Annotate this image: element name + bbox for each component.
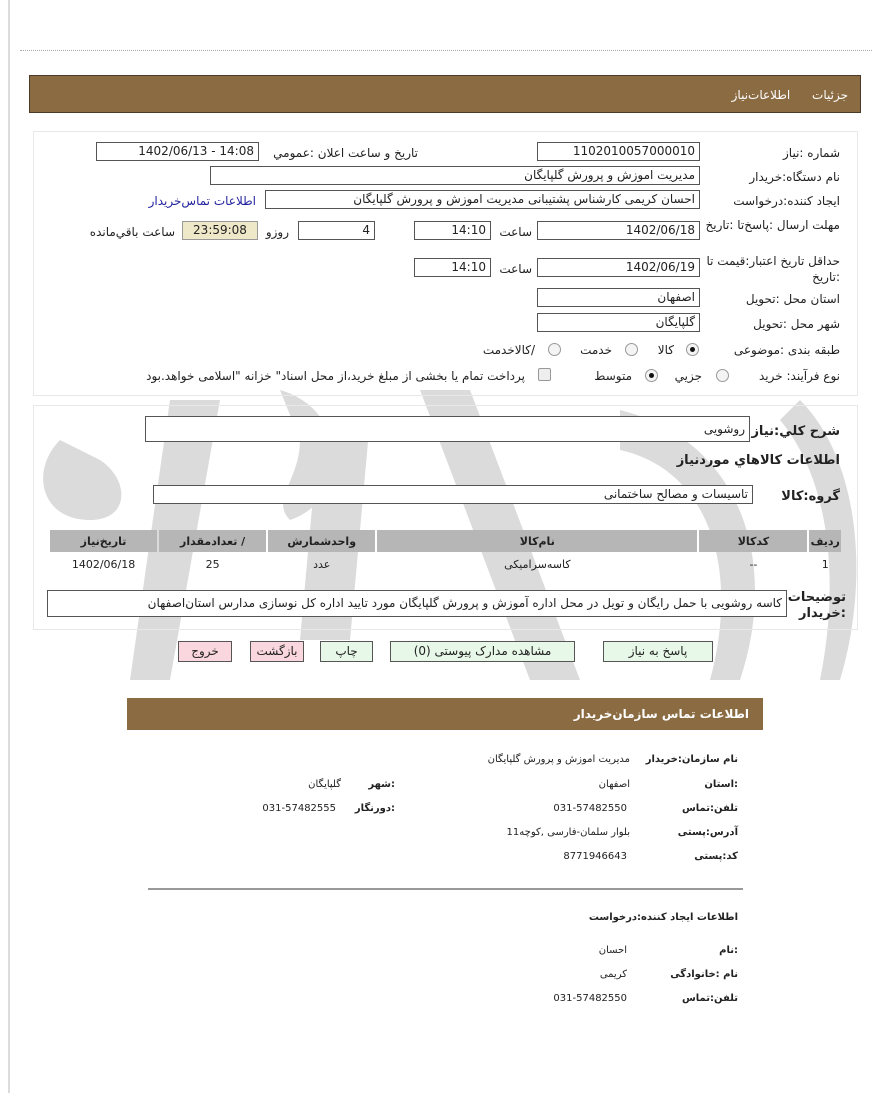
price-validity-time-field[interactable]: 14:10 (414, 258, 491, 277)
cell-quantity: 25 (205, 557, 220, 571)
price-validity-date-field[interactable]: 1402/06/19 (537, 258, 700, 277)
goods-table (48, 528, 843, 576)
reply-button[interactable]: پاسخ به نیاز (603, 641, 713, 662)
summary-label: شرح کلي:نیاز (751, 424, 840, 439)
col-row: ردیف (809, 530, 841, 552)
city-field[interactable]: گلپایگان (537, 313, 700, 332)
category-goods-service-radio[interactable] (548, 343, 561, 356)
reply-deadline-time-field[interactable]: 14:10 (414, 221, 491, 240)
reply-time-label: ساعت (499, 225, 532, 239)
buyer-phone-value: 031-57482550 (553, 803, 627, 814)
goods-group-field[interactable]: تاسیسات و مصالح ساختمانی (153, 485, 753, 504)
creator-phone-value: 031-57482550 (553, 993, 627, 1004)
cell-date: 1402/06/18 (71, 557, 136, 571)
buyer-city-label: :شهر (368, 779, 395, 790)
table-row (50, 554, 841, 574)
creator-label: ایجاد کننده:درخواست (733, 194, 840, 208)
announce-date-label: تاریخ و ساعت اعلان :عمومي (273, 146, 418, 160)
treasury-payment-label: پرداخت تمام یا بخشی از مبلغ خرید،از محل اسناد" خزانه "اسلامی خواهد.بود (146, 369, 525, 383)
category-goods-label: کالا (657, 343, 674, 357)
col-code: کدکالا (699, 530, 807, 552)
buyer-postal-label: کد:پستی (694, 851, 738, 862)
buyer-org-name-value: مدیریت اموزش و پرورش گلپایگان (487, 754, 630, 765)
process-minor-label: جزیي (674, 369, 702, 383)
exit-button[interactable]: خروج (178, 641, 232, 662)
buyer-notes-label: توضیحات :خریدار (787, 590, 846, 621)
back-button[interactable]: بازگشت (250, 641, 304, 662)
creator-last-name-value: کریمی (599, 969, 627, 980)
reply-deadline-label: مهلت ارسال :پاسخ‌تا :تاریخ (705, 218, 840, 232)
reply-deadline-date-field[interactable]: 1402/06/18 (537, 221, 700, 240)
buyer-org-field[interactable]: مدیریت اموزش و پرورش گلپایگان (210, 166, 700, 185)
cell-row: 1 (821, 557, 829, 571)
cell-code: -- (749, 557, 758, 571)
province-label: استان محل :تحویل (745, 292, 840, 306)
announce-date-field[interactable]: 1402/06/13 - 14:08 (96, 142, 259, 161)
province-field[interactable]: اصفهان (537, 288, 700, 307)
tab-details[interactable]: جزئیات (812, 88, 848, 102)
buyer-phone-label: تلفن:تماس (681, 803, 738, 814)
buyer-org-name-label: نام سازمان:خریدار (645, 754, 738, 765)
goods-info-title: اطلاعات کالاهاي موردنیاز (676, 453, 840, 468)
remaining-time-field: 23:59:08 (182, 221, 258, 240)
cell-name: کاسه‌سرامیکی (504, 557, 571, 571)
buyer-address-label: آدرس:پستی (677, 827, 738, 838)
treasury-payment-checkbox[interactable] (538, 368, 551, 381)
creator-last-name-label: نام :خانوادگی (670, 969, 738, 980)
buyer-address-value: بلوار سلمان-فارسی ,کوچه11 (506, 827, 630, 838)
category-service-radio[interactable] (625, 343, 638, 356)
tab-need-info[interactable]: اطلاعات‌نیاز (731, 88, 791, 102)
buyer-city-value: گلپایگان (308, 779, 341, 790)
category-label: طبقه بندی :موضوعی (733, 343, 840, 357)
category-goods-radio[interactable] (686, 343, 699, 356)
top-divider (20, 50, 872, 51)
buyer-contact-link[interactable]: اطلاعات تماس‌خریدار (148, 194, 256, 208)
remaining-time-label: ساعت باقي‌مانده (89, 225, 175, 239)
creator-first-name-label: :نام (719, 945, 738, 956)
category-service-label: خدمت (580, 343, 612, 357)
col-name: نام‌کالا (377, 530, 697, 552)
buyer-postal-value: 8771946643 (563, 851, 627, 862)
section-divider (148, 888, 743, 890)
price-time-label: ساعت (499, 262, 532, 276)
category-goods-service-label: /کالاخدمت (482, 343, 535, 357)
cell-unit: عدد (313, 557, 331, 571)
need-number-label: شماره :نیاز (783, 146, 840, 160)
buyer-notes-field[interactable]: کاسه روشویی با حمل رایگان و تویل در محل اداره آموزش و پرورش گلپایگان مورد تایید اداره کل نوسازی مدارس استان‌اصفهان (47, 590, 787, 617)
process-medium-label: متوسط (594, 369, 632, 383)
col-quantity: / تعدادمقدار (159, 530, 266, 552)
creator-info-title: اطلاعات ایجاد کننده:درخواست (588, 912, 738, 923)
city-label: شهر محل :تحویل (753, 317, 840, 331)
buyer-org-label: نام دستگاه:خریدار (749, 170, 840, 184)
page-header-tabs (29, 75, 861, 113)
creator-first-name-value: احسان (598, 945, 627, 956)
process-minor-radio[interactable] (716, 369, 729, 382)
buyer-fax-value: 031-57482555 (262, 803, 336, 814)
remaining-days-field[interactable]: 4 (298, 221, 375, 240)
days-label: روزو (265, 225, 289, 239)
col-date: تاریخ‌نیاز (50, 530, 157, 552)
goods-table-header (50, 530, 841, 552)
need-number-field[interactable]: 1102010057000010 (537, 142, 700, 161)
creator-field[interactable]: احسان کریمی کارشناس پشتیبانی مدیریت اموزش و پرورش گلپایگان (265, 190, 700, 209)
page-left-border (8, 0, 10, 1093)
buyer-fax-label: :دورنگار (354, 803, 395, 814)
process-label: نوع فرآیند: خرید (759, 369, 840, 383)
col-unit: واحدشمارش (268, 530, 375, 552)
goods-group-label: گروه:کالا (781, 489, 840, 504)
summary-field[interactable]: روشویی (145, 416, 750, 442)
price-validity-label: حداقل تاریخ اعتبار:قیمت تا :تاریخ (706, 254, 840, 284)
buyer-province-label: :استان (704, 779, 738, 790)
buyer-province-value: اصفهان (598, 779, 630, 790)
buyer-contact-header: اطلاعات تماس سازمان‌خریدار (127, 698, 763, 730)
attachments-button[interactable]: مشاهده مدارک پیوستی (0) (390, 641, 575, 662)
print-button[interactable]: چاپ (320, 641, 373, 662)
process-medium-radio[interactable] (645, 369, 658, 382)
creator-phone-label: تلفن:تماس (681, 993, 738, 1004)
